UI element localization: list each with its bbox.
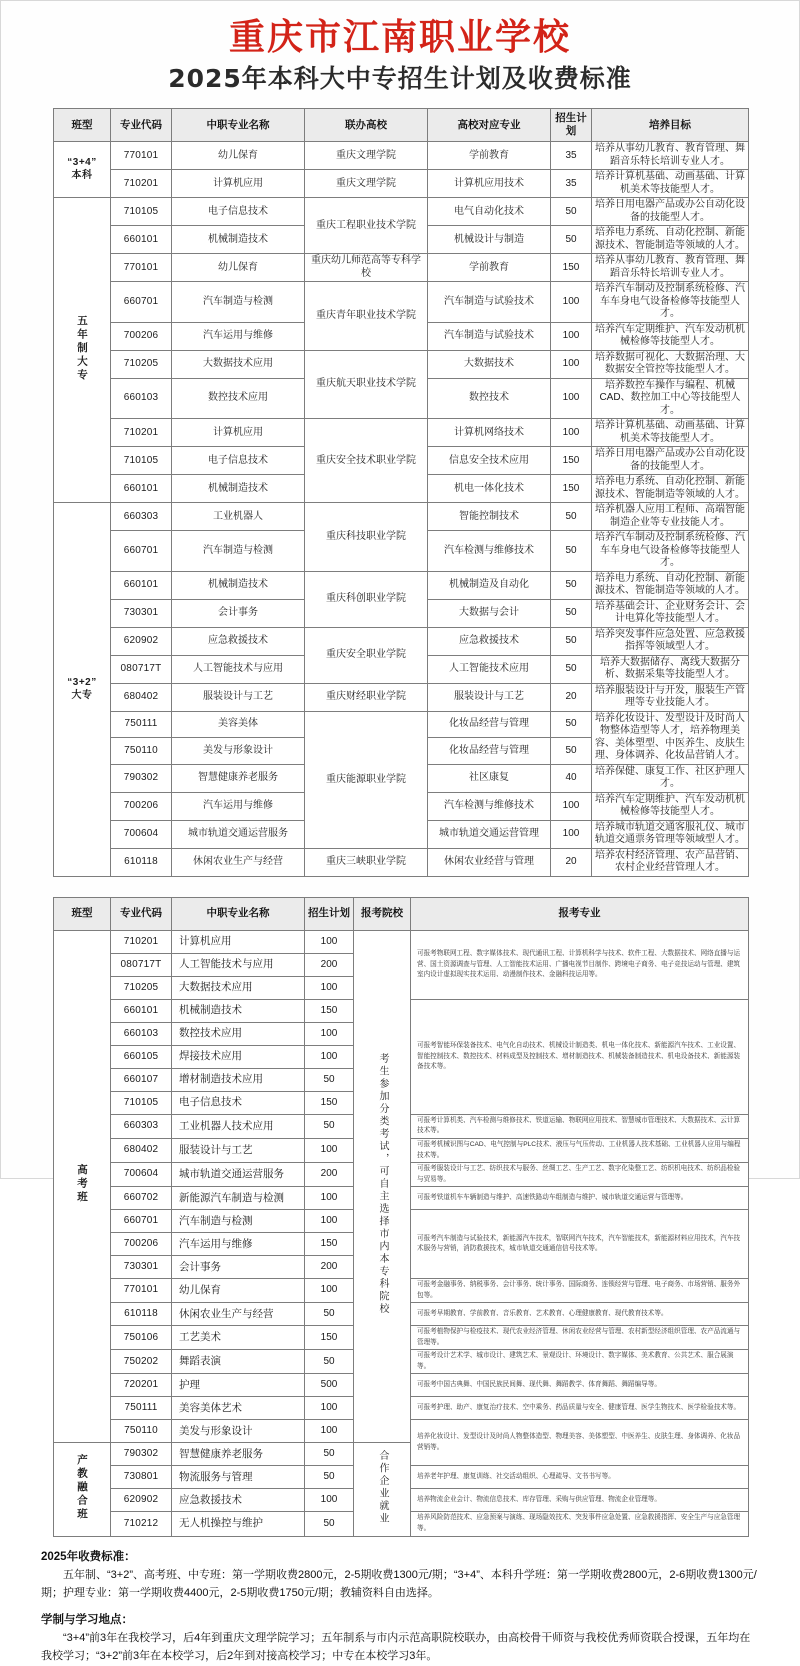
quota-cell: 50 (551, 503, 592, 531)
vocational-major-cell: 工业机器人 (172, 503, 305, 531)
partner-college-cell: 重庆文理学院 (305, 142, 428, 170)
quota-cell: 150 (305, 1233, 354, 1256)
major-code-cell: 720201 (111, 1374, 172, 1397)
table-row (54, 170, 749, 198)
vocational-major-cell: 工业机器人技术应用 (172, 1114, 305, 1138)
vocational-major-cell: 幼儿保育 (172, 142, 305, 170)
vocational-major-cell: 会计事务 (172, 1256, 305, 1279)
quota-cell: 50 (305, 1350, 354, 1374)
partner-college-cell: 重庆财经职业学院 (305, 683, 428, 711)
partner-college-cell: 重庆文理学院 (305, 170, 428, 198)
vocational-major-cell: 数控技术应用 (172, 378, 305, 419)
college-major-cell: 城市轨道交通运营管理 (428, 820, 551, 848)
class-type-cell (54, 198, 111, 503)
vocational-major-cell: 舞蹈表演 (172, 1350, 305, 1374)
apply-major-cell: 培养化妆设计、发型设计及时尚人物整体造型、物理美容、美体塑型、中医养生、皮肤生理、身体调养、化妆品营销等。 (411, 1420, 749, 1466)
table-row (54, 930, 749, 953)
major-code-cell: 610118 (111, 848, 172, 876)
major-code-cell: 750110 (111, 1420, 172, 1443)
training-goal-cell: 培养农村经济管理、农产品营销、农村企业经营管理人才。 (592, 848, 749, 876)
quota-cell: 100 (305, 1045, 354, 1068)
vocational-major-cell: 城市轨道交通运营服务 (172, 820, 305, 848)
major-code-cell: 700206 (111, 322, 172, 350)
training-goal-cell: 培养计算机基础、动画基础、计算机美术等技能型人才。 (592, 419, 749, 447)
training-goal-cell: 培养汽车制动及控制系统检修、汽车车身电气设备检修等技能型人才。 (592, 531, 749, 572)
major-code-cell: 710212 (111, 1512, 172, 1536)
training-goal-cell: 培养机器人应用工程师、高端智能制造企业等专业技能人才。 (592, 503, 749, 531)
college-major-cell: 人工智能技术应用 (428, 655, 551, 683)
major-code-cell: 660101 (111, 571, 172, 599)
class-type-label: 五年制大专 (76, 314, 89, 383)
major-code-cell: 750202 (111, 1350, 172, 1374)
quota-cell: 40 (551, 764, 592, 792)
vocational-major-cell: 大数据技术应用 (172, 350, 305, 378)
quota-cell: 200 (305, 1256, 354, 1279)
apply-major-cell: 可报考早期教育、学前教育、音乐教育、艺术教育、心理健康教育、现代教育技术等。 (411, 1303, 749, 1326)
major-code-cell: 710105 (111, 1091, 172, 1114)
major-code-cell: 770101 (111, 1279, 172, 1303)
major-code-cell: 750110 (111, 738, 172, 765)
quota-cell: 200 (305, 1163, 354, 1187)
partner-college-cell: 重庆安全技术职业学院 (305, 419, 428, 503)
major-code-cell: 700206 (111, 1233, 172, 1256)
college-major-cell: 机电一体化技术 (428, 475, 551, 503)
vocational-major-cell: 城市轨道交通运营服务 (172, 1163, 305, 1187)
apply-school-cell (354, 930, 411, 1443)
major-code-cell: 730301 (111, 1256, 172, 1279)
major-code-cell: 710105 (111, 447, 172, 475)
class-type-label: “3+4” (67, 157, 97, 169)
plan-header-row (54, 109, 749, 142)
vocational-major-cell: 汽车制造与检测 (172, 1210, 305, 1233)
vocational-major-cell: 休闲农业生产与经营 (172, 1303, 305, 1326)
vocational-major-cell: 美容美体艺术 (172, 1397, 305, 1420)
vocational-major-cell: 汽车运用与维修 (172, 792, 305, 820)
plan-col-major-code: 专业代码 (111, 109, 172, 142)
vocational-major-cell: 服装设计与工艺 (172, 683, 305, 711)
college-major-cell: 大数据技术 (428, 350, 551, 378)
table-gap (1, 877, 799, 883)
quota-cell: 100 (551, 378, 592, 419)
plan-col-partner: 联办高校 (305, 109, 428, 142)
vocational-major-cell: 人工智能技术与应用 (172, 655, 305, 683)
quota-cell: 100 (305, 1489, 354, 1512)
vocational-major-cell: 服装设计与工艺 (172, 1138, 305, 1162)
plan-col-goal: 培养目标 (592, 109, 749, 142)
training-goal-cell: 培养汽车定期维护、汽车发动机机械检修等技能型人才。 (592, 322, 749, 350)
partner-college-cell: 重庆安全职业学院 (305, 627, 428, 683)
training-goal-cell: 培养电力系统、自动化控制、新能源技术、智能制造等领域的人才。 (592, 571, 749, 599)
training-goal-cell: 培养从事幼儿教育、教育管理、舞蹈音乐特长培训专业人才。 (592, 254, 749, 282)
training-goal-cell: 培养日用电器产品或办公自动化设备的技能型人才。 (592, 198, 749, 226)
quota-cell: 100 (305, 1279, 354, 1303)
college-major-cell: 化妆品经营与管理 (428, 711, 551, 738)
vocational-major-cell: 计算机应用 (172, 930, 305, 953)
gaokao-table-container (53, 897, 747, 1537)
major-code-cell: 750106 (111, 1326, 172, 1350)
table-row (54, 848, 749, 876)
quota-cell: 100 (305, 1210, 354, 1233)
quota-cell: 50 (551, 599, 592, 627)
major-code-cell: 790302 (111, 764, 172, 792)
partner-college-cell: 重庆工程职业技术学院 (305, 198, 428, 254)
apply-major-cell: 可报考计算机类、汽车检测与维修技术、铁道运输、物联网应用技术、智慧城市管理技术、大数据技术、云计算技术等。 (411, 1114, 749, 1138)
college-major-cell: 大数据与会计 (428, 599, 551, 627)
major-code-cell: 080717T (111, 953, 172, 976)
vocational-major-cell: 应急救援技术 (172, 627, 305, 655)
vocational-major-cell: 大数据技术应用 (172, 976, 305, 999)
apply-major-cell: 可报考机械识图与CAD、电气控制与PLC技术、液压与气压传动、工业机器人技术基础、工业机器人应用与编程技术等。 (411, 1138, 749, 1162)
quota-cell: 150 (551, 254, 592, 282)
apply-school-cell (354, 1443, 411, 1536)
gaokao-table-head (54, 897, 749, 930)
quota-cell: 50 (551, 711, 592, 738)
apply-major-cell: 可报考中国古典舞、中国民族民间舞、现代舞、舞蹈教学、体育舞蹈、舞蹈编导等。 (411, 1374, 749, 1397)
quota-cell: 100 (305, 976, 354, 999)
training-goal-cell: 培养电力系统、自动化控制、新能源技术、智能制造等领域的人才。 (592, 475, 749, 503)
partner-college-cell: 重庆幼儿师范高等专科学校 (305, 254, 428, 282)
vocational-major-cell: 增材制造技术应用 (172, 1068, 305, 1091)
apply-major-cell: 可报考智能环保装备技术、电气化自动技术、机械设计制造类、机电一体化技术、新能源汽车技术、工业设置、智能控制技术、数控技术、材料成型及控制技术、增材制造技术、机械装备制造技术、机电设备技术、新能源装备技术等。 (411, 999, 749, 1114)
college-major-cell: 汽车制造与试验技术 (428, 322, 551, 350)
gaokao-table-body (54, 930, 749, 1536)
vocational-major-cell: 机械制造技术 (172, 999, 305, 1022)
class-type-label-2: 本科 (71, 169, 93, 181)
college-major-cell: 汽车检测与维修技术 (428, 531, 551, 572)
major-code-cell: 750111 (111, 711, 172, 738)
plan-table-head (54, 109, 749, 142)
major-code-cell: 770101 (111, 142, 172, 170)
major-code-cell: 660303 (111, 1114, 172, 1138)
major-code-cell: 660105 (111, 1045, 172, 1068)
class-type-label: 产教融合班 (76, 1453, 89, 1522)
plan-col-quota: 招生计划 (551, 109, 592, 142)
college-major-cell: 学前教育 (428, 142, 551, 170)
college-major-cell: 数控技术 (428, 378, 551, 419)
training-goal-cell: 培养化妆设计、发型设计及时尚人物整体造型等人才，培养物理美容、美体塑型、中医养生、皮肤生理、身体调养、化妆品营销人才。 (592, 711, 749, 764)
quota-cell: 150 (305, 1091, 354, 1114)
quota-cell: 50 (551, 198, 592, 226)
quota-cell: 50 (305, 1466, 354, 1489)
vocational-major-cell: 数控技术应用 (172, 1022, 305, 1045)
quota-cell: 100 (305, 1420, 354, 1443)
major-code-cell: 790302 (111, 1443, 172, 1466)
quota-cell: 50 (551, 226, 592, 254)
major-code-cell: 730301 (111, 599, 172, 627)
vocational-major-cell: 美容美体 (172, 711, 305, 738)
vocational-major-cell: 机械制造技术 (172, 475, 305, 503)
college-major-cell: 信息安全技术应用 (428, 447, 551, 475)
quota-cell: 500 (305, 1374, 354, 1397)
class-type-label: “3+2” (67, 677, 97, 689)
school-name-title: 重庆市江南职业学校 (228, 17, 571, 58)
training-goal-cell: 培养城市轨道交通客服礼仪、城市轨道交通票务管理等领域型人才。 (592, 820, 749, 848)
major-code-cell: 660701 (111, 531, 172, 572)
college-major-cell: 计算机应用技术 (428, 170, 551, 198)
quota-cell: 100 (305, 1022, 354, 1045)
apply-major-cell: 可报考金融事务、纳税事务、会计事务、统计事务、国际商务、连锁经营与管理、电子商务、市场营销、服务外包等。 (411, 1279, 749, 1303)
class-type-cell (54, 503, 111, 877)
quota-cell: 100 (551, 820, 592, 848)
quota-cell: 100 (305, 1138, 354, 1162)
partner-college-cell: 重庆三峡职业学院 (305, 848, 428, 876)
table-row (54, 282, 749, 323)
training-goal-cell: 培养数据可视化、大数据治理、大数据安全管控等技能型人才。 (592, 350, 749, 378)
quota-cell: 20 (551, 683, 592, 711)
quota-cell: 50 (551, 627, 592, 655)
major-code-cell: 750111 (111, 1397, 172, 1420)
major-code-cell: 680402 (111, 1138, 172, 1162)
fee-standard-heading: 2025年收费标准： (41, 1550, 136, 1563)
quota-cell: 100 (551, 322, 592, 350)
major-code-cell: 660103 (111, 1022, 172, 1045)
major-code-cell: 710105 (111, 198, 172, 226)
apply-major-cell: 培养风险防范技术、应急预案与演练、现场隐效技术、突发事件应急处置、应急救援指挥、安全生产与应急管理等。 (411, 1512, 749, 1536)
quota-cell: 20 (551, 848, 592, 876)
enrollment-plan-table (53, 108, 749, 877)
major-code-cell: 730801 (111, 1466, 172, 1489)
college-major-cell: 汽车检测与维修技术 (428, 792, 551, 820)
vocational-major-cell: 应急救援技术 (172, 1489, 305, 1512)
quota-cell: 50 (305, 1303, 354, 1326)
vocational-major-cell: 会计事务 (172, 599, 305, 627)
apply-major-cell: 培养老年护理、康复训练、社交活动组织、心理疏导、文书书写等。 (411, 1466, 749, 1489)
table-row (54, 198, 749, 226)
apply-major-cell: 可报考护理、助产、康复治疗技术、空中乘务、药品质量与安全、健康管理、医学生物技术、医学检验技术等。 (411, 1397, 749, 1420)
partner-college-cell: 重庆科创职业学院 (305, 571, 428, 627)
gk-col-apply: 报考专业 (411, 897, 749, 930)
vocational-major-cell: 汽车运用与维修 (172, 322, 305, 350)
plan-table-container (53, 108, 747, 877)
gk-col-school: 报考院校 (354, 897, 411, 930)
quota-cell: 50 (305, 1512, 354, 1536)
apply-major-cell: 可报考铁道机车车辆制造与维护、高速铁路动车组制造与维护、城市轨道交通运营与管理等。 (411, 1187, 749, 1210)
vocational-major-cell: 计算机应用 (172, 170, 305, 198)
quota-cell: 50 (551, 738, 592, 765)
quota-cell: 35 (551, 170, 592, 198)
table-row (54, 142, 749, 170)
gk-col-class-type: 班型 (54, 897, 111, 930)
major-code-cell: 660701 (111, 1210, 172, 1233)
gaokao-header-row (54, 897, 749, 930)
vocational-major-cell: 电子信息技术 (172, 1091, 305, 1114)
major-code-cell: 710201 (111, 419, 172, 447)
table-row (54, 683, 749, 711)
major-code-cell: 710205 (111, 350, 172, 378)
training-goal-cell: 培养汽车定期维护、汽车发动机机械检修等技能型人才。 (592, 792, 749, 820)
vocational-major-cell: 休闲农业生产与经营 (172, 848, 305, 876)
plan-table-body (54, 142, 749, 877)
major-code-cell: 680402 (111, 683, 172, 711)
college-major-cell: 机械制造及自动化 (428, 571, 551, 599)
training-goal-cell: 培养电力系统、自动化控制、新能源技术、智能制造等领域的人才。 (592, 226, 749, 254)
vocational-major-cell: 汽车制造与检测 (172, 531, 305, 572)
quota-cell: 150 (551, 447, 592, 475)
table-row (54, 627, 749, 655)
partner-college-cell: 重庆青年职业技术学院 (305, 282, 428, 351)
apply-school-label: 合作企业就业 (377, 1449, 388, 1525)
vocational-major-cell: 无人机操控与维护 (172, 1512, 305, 1536)
plan-col-voc-major: 中职专业名称 (172, 109, 305, 142)
college-major-cell: 机械设计与制造 (428, 226, 551, 254)
major-code-cell: 770101 (111, 254, 172, 282)
fee-standard-body: 五年制、“3+2”、高考班、中专班：第一学期收费2800元，2-5期收费1300元/期；“3+4”、本科升学班：第一学期收费2800元，2-6期收费1300元/期；护理专业：第一学期收费4400元，2-5期收费1750元/期；教辅资料自由选择。 (41, 1569, 757, 1599)
major-code-cell: 710205 (111, 976, 172, 999)
major-code-cell: 660701 (111, 282, 172, 323)
major-code-cell: 660702 (111, 1187, 172, 1210)
table-row (54, 254, 749, 282)
major-code-cell: 700206 (111, 792, 172, 820)
major-code-cell: 620902 (111, 1489, 172, 1512)
table-row (54, 350, 749, 378)
major-code-cell: 660103 (111, 378, 172, 419)
quota-cell: 200 (305, 953, 354, 976)
quota-cell: 100 (551, 282, 592, 323)
major-code-cell: 660107 (111, 1068, 172, 1091)
apply-major-cell: 可报考物联网工程、数字媒体技术、现代通讯工程、计算机科学与技术、软件工程、大数据技术、网络直播与运营、国土资源调查与管理、人工智能技术运用、广播电视节目制作、跨境电子商务、电子竞技运动与管理、建筑室内设计虚拟现实技术运用、动漫制作技术、金融科技运用等。 (411, 930, 749, 999)
apply-major-cell: 可报考设计艺术学、城市设计、建筑艺术、景观设计、环境设计、数字媒体、美术教育、公共艺术、服合展演等。 (411, 1350, 749, 1374)
vocational-major-cell: 汽车制造与检测 (172, 282, 305, 323)
college-major-cell: 服装设计与工艺 (428, 683, 551, 711)
training-goal-cell: 培养保健、康复工作、社区护理人才。 (592, 764, 749, 792)
major-code-cell: 620902 (111, 627, 172, 655)
study-system-heading: 学制与学习地点： (41, 1613, 133, 1626)
major-code-cell: 080717T (111, 655, 172, 683)
quota-cell: 100 (551, 792, 592, 820)
table-row (54, 711, 749, 738)
quota-cell: 50 (305, 1443, 354, 1466)
college-major-cell: 学前教育 (428, 254, 551, 282)
quota-cell: 35 (551, 142, 592, 170)
class-type-cell (54, 142, 111, 198)
major-code-cell: 660101 (111, 226, 172, 254)
major-code-cell: 710201 (111, 930, 172, 953)
plan-col-college-major: 高校对应专业 (428, 109, 551, 142)
vocational-major-cell: 工艺美术 (172, 1326, 305, 1350)
college-major-cell: 应急救援技术 (428, 627, 551, 655)
partner-college-cell: 重庆航天职业技术学院 (305, 350, 428, 419)
vocational-major-cell: 电子信息技术 (172, 198, 305, 226)
quota-cell: 50 (305, 1068, 354, 1091)
vocational-major-cell: 机械制造技术 (172, 226, 305, 254)
table-row (54, 571, 749, 599)
vocational-major-cell: 幼儿保育 (172, 254, 305, 282)
gaokao-plan-table (53, 897, 749, 1537)
gk-col-voc-major: 中职专业名称 (172, 897, 305, 930)
training-goal-cell: 培养从事幼儿教育、教育管理、舞蹈音乐特长培训专业人才。 (592, 142, 749, 170)
document-subtitle: 2025年本科大中专招生计划及收费标准 (168, 64, 632, 94)
college-major-cell: 计算机网络技术 (428, 419, 551, 447)
class-type-cell (54, 930, 111, 1443)
quota-cell: 100 (551, 419, 592, 447)
training-goal-cell: 培养数控车操作与编程、机械CAD、数控加工中心等技能型人才。 (592, 378, 749, 419)
table-row (54, 419, 749, 447)
apply-major-cell: 可报考植物保护与检疫技术、现代农业经济管理、休闲农业经营与管理、农村新型经济组织管理、农产品流通与管理等。 (411, 1326, 749, 1350)
vocational-major-cell: 幼儿保育 (172, 1279, 305, 1303)
training-goal-cell: 培养日用电器产品或办公自动化设备的技能型人才。 (592, 447, 749, 475)
vocational-major-cell: 智慧健康养老服务 (172, 1443, 305, 1466)
vocational-major-cell: 智慧健康养老服务 (172, 764, 305, 792)
quota-cell: 50 (551, 571, 592, 599)
apply-school-label: 考生参加分类考试，可自主选择市内本专科院校 (377, 1053, 388, 1316)
quota-cell: 100 (305, 1187, 354, 1210)
vocational-major-cell: 护理 (172, 1374, 305, 1397)
college-major-cell: 汽车制造与试验技术 (428, 282, 551, 323)
quota-cell: 50 (551, 655, 592, 683)
table-row (54, 503, 749, 531)
major-code-cell: 610118 (111, 1303, 172, 1326)
training-goal-cell: 培养汽车制动及控制系统检修、汽车车身电气设备检修等技能型人才。 (592, 282, 749, 323)
major-code-cell: 660101 (111, 475, 172, 503)
quota-cell: 150 (551, 475, 592, 503)
major-code-cell: 660101 (111, 999, 172, 1022)
vocational-major-cell: 机械制造技术 (172, 571, 305, 599)
college-major-cell: 电气自动化技术 (428, 198, 551, 226)
training-goal-cell: 培养大数据储存、离线大数据分析、数据采集等技能型人才。 (592, 655, 749, 683)
college-major-cell: 化妆品经营与管理 (428, 738, 551, 765)
vocational-major-cell: 新能源汽车制造与检测 (172, 1187, 305, 1210)
vocational-major-cell: 美发与形象设计 (172, 1420, 305, 1443)
apply-major-cell: 培养物流企业会计、物流信息技术、库存管理、采购与供应管理、物流企业管理等。 (411, 1489, 749, 1512)
vocational-major-cell: 焊接技术应用 (172, 1045, 305, 1068)
apply-major-cell: 可报考汽车制造与试验技术，新能源汽车技术，智联网汽车技术，汽车智能技术，新能源材料应用技术，汽车技术服务与营销，消防救援技术，城市轨道交通通信信号技术等。 (411, 1210, 749, 1279)
training-goal-cell: 培养计算机基础、动画基础、计算机美术等技能型人才。 (592, 170, 749, 198)
training-goal-cell: 培养基础会计、企业财务会计、会计电算化等技能型人才。 (592, 599, 749, 627)
plan-col-class-type: 班型 (54, 109, 111, 142)
vocational-major-cell: 计算机应用 (172, 419, 305, 447)
major-code-cell: 710201 (111, 170, 172, 198)
gk-col-major-code: 专业代码 (111, 897, 172, 930)
quota-cell: 150 (305, 999, 354, 1022)
quota-cell: 100 (551, 350, 592, 378)
college-major-cell: 智能控制技术 (428, 503, 551, 531)
quota-cell: 100 (305, 1397, 354, 1420)
class-type-label-2: 大专 (71, 689, 93, 701)
vocational-major-cell: 人工智能技术与应用 (172, 953, 305, 976)
vocational-major-cell: 美发与形象设计 (172, 738, 305, 765)
major-code-cell: 660303 (111, 503, 172, 531)
quota-cell: 50 (551, 531, 592, 572)
vocational-major-cell: 汽车运用与维修 (172, 1233, 305, 1256)
apply-major-cell: 可报考服装设计与工艺、纺织技术与服务、丝绸工艺、生产工艺、数字化染整工艺、纺织机电技术、纺织品检验与贸易等。 (411, 1163, 749, 1187)
quota-cell: 100 (305, 930, 354, 953)
major-code-cell: 700604 (111, 1163, 172, 1187)
major-code-cell: 700604 (111, 820, 172, 848)
quota-cell: 150 (305, 1326, 354, 1350)
partner-college-cell: 重庆能源职业学院 (305, 711, 428, 848)
college-major-cell: 社区康复 (428, 764, 551, 792)
gk-col-quota: 招生计划 (305, 897, 354, 930)
quota-cell: 50 (305, 1114, 354, 1138)
vocational-major-cell: 物流服务与管理 (172, 1466, 305, 1489)
class-type-label: 高考班 (76, 1164, 89, 1205)
notes-section (41, 1549, 759, 1666)
class-type-cell (54, 1443, 111, 1536)
partner-college-cell: 重庆科技职业学院 (305, 503, 428, 572)
college-major-cell: 休闲农业经营与管理 (428, 848, 551, 876)
document-header (1, 1, 799, 94)
vocational-major-cell: 电子信息技术 (172, 447, 305, 475)
training-goal-cell: 培养服装设计与开发，服装生产管理等专业技能人才。 (592, 683, 749, 711)
study-system-body: “3+4”前3年在我校学习，后4年到重庆文理学院学习；五年制系与市内示范高职院校联办，由高校骨干师资与我校优秀师资联合授课，五年均在我校学习；“3+2”前3年在本校学习，后2年到对接高校学习；中专在本校学习3年。 (41, 1632, 751, 1662)
training-goal-cell: 培养突发事件应急处置、应急救援指挥等领域型人才。 (592, 627, 749, 655)
